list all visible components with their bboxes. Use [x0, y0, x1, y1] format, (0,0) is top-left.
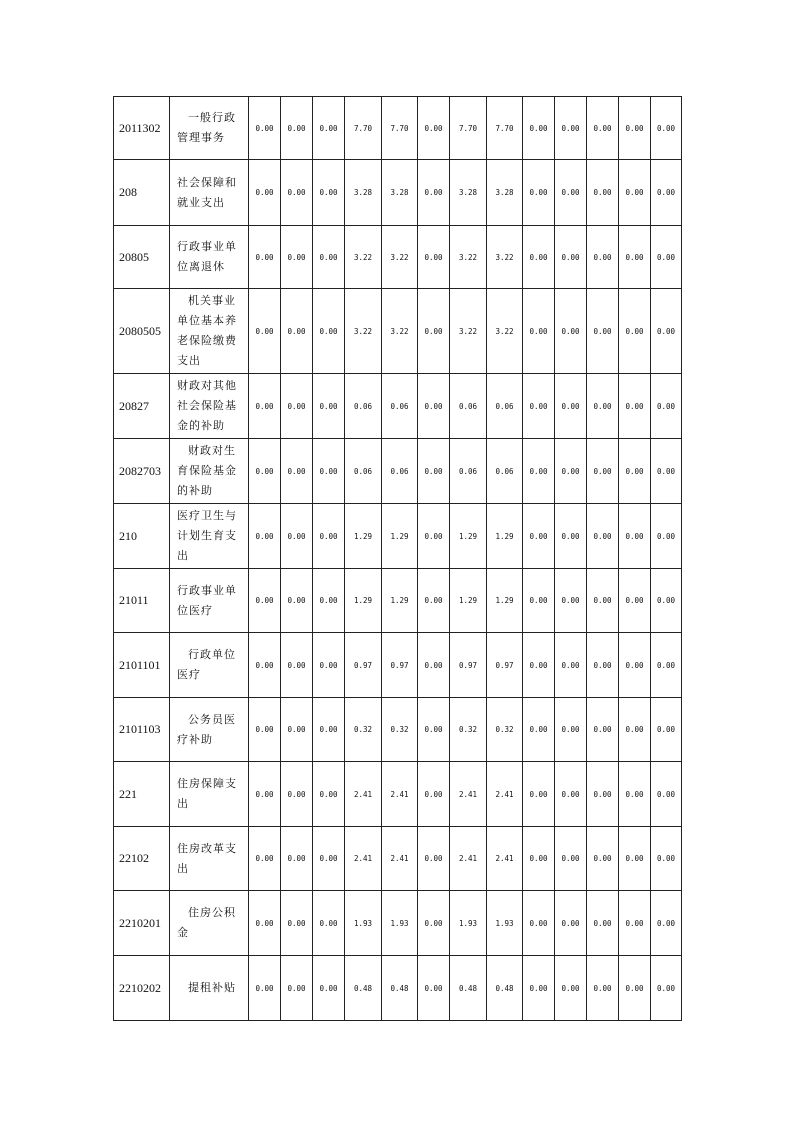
amount-cell: 0.00	[418, 891, 450, 956]
amount-cell: 0.00	[619, 374, 651, 439]
subject-code-cell: 210	[114, 504, 170, 569]
amount-cell: 0.00	[418, 956, 450, 1021]
amount-cell: 0.00	[313, 374, 345, 439]
amount-cell: 0.00	[619, 439, 651, 504]
subject-name-text: 财政对生育保险基金的补助	[177, 444, 237, 497]
amount-cell: 2.41	[450, 827, 487, 891]
amount-cell: 0.00	[249, 956, 281, 1021]
amount-cell: 0.32	[345, 698, 382, 762]
amount-cell: 0.00	[418, 827, 450, 891]
amount-cell: 0.00	[523, 289, 555, 374]
amount-cell: 0.00	[418, 504, 450, 569]
amount-cell: 0.00	[619, 504, 651, 569]
amount-cell: 0.00	[587, 956, 619, 1021]
amount-cell: 0.00	[587, 569, 619, 633]
amount-cell: 3.22	[345, 226, 382, 289]
table-row	[114, 504, 682, 569]
amount-cell: 0.00	[281, 160, 313, 226]
table-row	[114, 762, 682, 827]
subject-code-cell: 2210202	[114, 956, 170, 1021]
amount-cell: 0.06	[450, 374, 487, 439]
amount-cell: 0.48	[382, 956, 418, 1021]
subject-name-text: 机关事业单位基本养老保险缴费支出	[177, 294, 237, 367]
amount-cell: 7.70	[382, 97, 418, 160]
amount-cell: 0.00	[555, 289, 587, 374]
amount-cell: 0.00	[619, 827, 651, 891]
amount-cell: 0.00	[313, 698, 345, 762]
amount-cell: 3.22	[382, 289, 418, 374]
amount-cell: 0.00	[418, 439, 450, 504]
amount-cell: 0.00	[587, 226, 619, 289]
amount-cell: 0.00	[249, 97, 281, 160]
amount-cell: 0.06	[345, 374, 382, 439]
subject-code-cell: 2101103	[114, 698, 170, 762]
subject-name-cell	[170, 827, 249, 891]
subject-name-cell	[170, 633, 249, 698]
amount-cell: 7.70	[345, 97, 382, 160]
subject-name-cell	[170, 289, 249, 374]
amount-cell: 0.00	[619, 633, 651, 698]
amount-cell: 0.97	[450, 633, 487, 698]
amount-cell: 0.00	[651, 97, 682, 160]
amount-cell: 1.29	[382, 569, 418, 633]
amount-cell: 3.22	[487, 289, 523, 374]
amount-cell: 0.00	[651, 289, 682, 374]
amount-cell: 3.22	[450, 289, 487, 374]
amount-cell: 0.00	[651, 504, 682, 569]
subject-name-text: 医疗卫生与计划生育支出	[177, 509, 237, 562]
subject-name-cell	[170, 374, 249, 439]
amount-cell: 0.00	[418, 633, 450, 698]
amount-cell: 0.00	[281, 97, 313, 160]
amount-cell: 0.00	[249, 160, 281, 226]
amount-cell: 0.00	[555, 762, 587, 827]
amount-cell: 0.00	[249, 698, 281, 762]
amount-cell: 0.00	[281, 956, 313, 1021]
amount-cell: 0.48	[450, 956, 487, 1021]
amount-cell: 0.00	[523, 956, 555, 1021]
amount-cell: 2.41	[345, 827, 382, 891]
amount-cell: 3.28	[487, 160, 523, 226]
amount-cell: 0.00	[249, 226, 281, 289]
amount-cell: 3.22	[382, 226, 418, 289]
amount-cell: 0.00	[587, 439, 619, 504]
amount-cell: 0.00	[555, 504, 587, 569]
subject-name-text: 住房保障支出	[177, 777, 237, 810]
amount-cell: 1.93	[345, 891, 382, 956]
amount-cell: 0.00	[651, 226, 682, 289]
amount-cell: 0.00	[281, 439, 313, 504]
amount-cell: 0.00	[313, 289, 345, 374]
amount-cell: 0.00	[555, 698, 587, 762]
amount-cell: 0.00	[523, 374, 555, 439]
subject-name-text: 财政对其他社会保险基金的补助	[177, 379, 237, 432]
amount-cell: 0.00	[587, 504, 619, 569]
amount-cell: 0.00	[555, 633, 587, 698]
table-row	[114, 827, 682, 891]
amount-cell: 7.70	[487, 97, 523, 160]
subject-name-cell	[170, 698, 249, 762]
subject-name-cell	[170, 569, 249, 633]
amount-cell: 1.29	[450, 569, 487, 633]
amount-cell: 0.00	[249, 827, 281, 891]
table-row	[114, 226, 682, 289]
amount-cell: 0.06	[345, 439, 382, 504]
amount-cell: 0.00	[249, 569, 281, 633]
amount-cell: 1.93	[450, 891, 487, 956]
amount-cell: 0.00	[281, 569, 313, 633]
amount-cell: 0.00	[523, 97, 555, 160]
amount-cell: 0.00	[281, 762, 313, 827]
subject-code-cell: 2210201	[114, 891, 170, 956]
subject-name-text: 一般行政管理事务	[177, 111, 236, 144]
subject-name-text: 行政事业单位离退休	[177, 240, 237, 273]
amount-cell: 0.00	[249, 633, 281, 698]
amount-cell: 0.00	[651, 439, 682, 504]
subject-name-text: 住房改革支出	[177, 841, 237, 875]
subject-name-text: 公务员医疗补助	[177, 712, 236, 746]
amount-cell: 0.48	[487, 956, 523, 1021]
amount-cell: 0.00	[619, 698, 651, 762]
amount-cell: 0.00	[418, 226, 450, 289]
amount-cell: 0.00	[281, 504, 313, 569]
amount-cell: 0.00	[619, 289, 651, 374]
amount-cell: 0.00	[249, 762, 281, 827]
amount-cell: 0.00	[418, 698, 450, 762]
amount-cell: 0.00	[555, 827, 587, 891]
amount-cell: 0.00	[523, 827, 555, 891]
amount-cell: 2.41	[450, 762, 487, 827]
table-row	[114, 289, 682, 374]
subject-code-cell: 2101101	[114, 633, 170, 698]
amount-cell: 0.00	[651, 762, 682, 827]
amount-cell: 0.00	[523, 891, 555, 956]
amount-cell: 0.00	[555, 226, 587, 289]
amount-cell: 0.00	[555, 891, 587, 956]
subject-name-text: 行政事业单位医疗	[177, 583, 237, 617]
amount-cell: 0.00	[587, 289, 619, 374]
amount-cell: 0.06	[382, 439, 418, 504]
subject-name-cell	[170, 439, 249, 504]
table-row	[114, 374, 682, 439]
amount-cell: 0.00	[313, 97, 345, 160]
amount-cell: 0.00	[313, 762, 345, 827]
amount-cell: 0.00	[619, 569, 651, 633]
amount-cell: 0.00	[418, 97, 450, 160]
amount-cell: 0.00	[281, 374, 313, 439]
subject-code-cell: 221	[114, 762, 170, 827]
subject-name-cell	[170, 160, 249, 226]
subject-code-cell: 20827	[114, 374, 170, 439]
amount-cell: 0.00	[249, 439, 281, 504]
amount-cell: 3.28	[450, 160, 487, 226]
amount-cell: 2.41	[382, 762, 418, 827]
amount-cell: 0.00	[587, 762, 619, 827]
amount-cell: 0.00	[281, 698, 313, 762]
amount-cell: 0.32	[382, 698, 418, 762]
amount-cell: 0.00	[619, 160, 651, 226]
amount-cell: 0.00	[249, 289, 281, 374]
table-row	[114, 439, 682, 504]
amount-cell: 0.97	[487, 633, 523, 698]
subject-name-text: 社会保障和就业支出	[177, 175, 237, 209]
amount-cell: 0.00	[313, 504, 345, 569]
amount-cell: 1.29	[345, 504, 382, 569]
amount-cell: 0.00	[523, 226, 555, 289]
amount-cell: 1.29	[345, 569, 382, 633]
subject-code-cell: 21011	[114, 569, 170, 633]
amount-cell: 0.00	[587, 97, 619, 160]
amount-cell: 0.06	[487, 439, 523, 504]
amount-cell: 0.00	[555, 569, 587, 633]
amount-cell: 0.32	[450, 698, 487, 762]
subject-name-cell	[170, 504, 249, 569]
amount-cell: 0.00	[619, 891, 651, 956]
subject-name-cell	[170, 762, 249, 827]
amount-cell: 0.00	[313, 891, 345, 956]
amount-cell: 0.00	[418, 160, 450, 226]
amount-cell: 0.00	[619, 226, 651, 289]
amount-cell: 0.00	[249, 374, 281, 439]
subject-code-cell: 208	[114, 160, 170, 226]
amount-cell: 0.00	[523, 504, 555, 569]
amount-cell: 0.00	[587, 698, 619, 762]
table-row	[114, 956, 682, 1021]
amount-cell: 0.00	[651, 160, 682, 226]
subject-name-cell	[170, 97, 249, 160]
amount-cell: 0.00	[313, 226, 345, 289]
amount-cell: 0.00	[418, 762, 450, 827]
amount-cell: 0.00	[313, 633, 345, 698]
amount-cell: 0.00	[651, 374, 682, 439]
amount-cell: 0.00	[651, 633, 682, 698]
subject-name-text: 行政单位医疗	[177, 648, 236, 681]
amount-cell: 3.28	[382, 160, 418, 226]
amount-cell: 3.22	[450, 226, 487, 289]
amount-cell: 0.00	[523, 633, 555, 698]
amount-cell: 0.00	[418, 374, 450, 439]
subject-code-cell: 2080505	[114, 289, 170, 374]
amount-cell: 0.00	[587, 374, 619, 439]
amount-cell: 0.32	[487, 698, 523, 762]
amount-cell: 1.29	[487, 504, 523, 569]
amount-cell: 3.28	[345, 160, 382, 226]
amount-cell: 0.00	[523, 698, 555, 762]
amount-cell: 0.06	[487, 374, 523, 439]
amount-cell: 0.48	[345, 956, 382, 1021]
amount-cell: 0.00	[619, 956, 651, 1021]
amount-cell: 7.70	[450, 97, 487, 160]
amount-cell: 0.00	[651, 698, 682, 762]
subject-name-cell	[170, 891, 249, 956]
amount-cell: 0.00	[651, 891, 682, 956]
amount-cell: 0.00	[523, 569, 555, 633]
amount-cell: 0.00	[651, 569, 682, 633]
amount-cell: 0.00	[313, 569, 345, 633]
subject-name-cell	[170, 226, 249, 289]
amount-cell: 2.41	[487, 827, 523, 891]
amount-cell: 0.00	[249, 504, 281, 569]
amount-cell: 1.29	[382, 504, 418, 569]
amount-cell: 0.00	[555, 439, 587, 504]
subject-name-text: 提租补贴	[188, 981, 236, 994]
table-row	[114, 633, 682, 698]
amount-cell: 0.00	[555, 97, 587, 160]
amount-cell: 0.00	[249, 891, 281, 956]
amount-cell: 0.00	[281, 633, 313, 698]
amount-cell: 1.93	[382, 891, 418, 956]
amount-cell: 2.41	[382, 827, 418, 891]
amount-cell: 0.06	[382, 374, 418, 439]
table-row	[114, 160, 682, 226]
amount-cell: 0.00	[555, 374, 587, 439]
amount-cell: 0.00	[555, 956, 587, 1021]
amount-cell: 0.06	[450, 439, 487, 504]
amount-cell: 3.22	[345, 289, 382, 374]
amount-cell: 0.00	[281, 827, 313, 891]
amount-cell: 1.93	[487, 891, 523, 956]
subject-code-cell: 2082703	[114, 439, 170, 504]
amount-cell: 2.41	[345, 762, 382, 827]
amount-cell: 0.00	[587, 160, 619, 226]
amount-cell: 0.00	[523, 160, 555, 226]
amount-cell: 0.00	[651, 956, 682, 1021]
subject-name-text: 住房公积金	[177, 906, 236, 939]
amount-cell: 0.00	[523, 762, 555, 827]
amount-cell: 2.41	[487, 762, 523, 827]
amount-cell: 0.00	[313, 439, 345, 504]
amount-cell: 0.00	[523, 439, 555, 504]
amount-cell: 0.00	[555, 160, 587, 226]
table-row	[114, 97, 682, 160]
amount-cell: 0.00	[619, 97, 651, 160]
amount-cell: 1.29	[487, 569, 523, 633]
amount-cell: 0.00	[587, 891, 619, 956]
amount-cell: 0.00	[619, 762, 651, 827]
amount-cell: 0.00	[281, 289, 313, 374]
amount-cell: 0.97	[382, 633, 418, 698]
subject-code-cell: 22102	[114, 827, 170, 891]
table-body	[114, 97, 682, 1021]
amount-cell: 0.00	[313, 160, 345, 226]
amount-cell: 1.29	[450, 504, 487, 569]
subject-name-cell	[170, 956, 249, 1021]
amount-cell: 0.97	[345, 633, 382, 698]
table-row	[114, 698, 682, 762]
table-row	[114, 891, 682, 956]
amount-cell: 0.00	[281, 891, 313, 956]
subject-code-cell: 2011302	[114, 97, 170, 160]
budget-expenditure-table	[113, 96, 682, 1021]
amount-cell: 0.00	[313, 956, 345, 1021]
amount-cell: 0.00	[281, 226, 313, 289]
amount-cell: 0.00	[313, 827, 345, 891]
amount-cell: 3.22	[487, 226, 523, 289]
amount-cell: 0.00	[418, 569, 450, 633]
amount-cell: 0.00	[418, 289, 450, 374]
amount-cell: 0.00	[651, 827, 682, 891]
amount-cell: 0.00	[587, 827, 619, 891]
subject-code-cell: 20805	[114, 226, 170, 289]
table-row	[114, 569, 682, 633]
amount-cell: 0.00	[587, 633, 619, 698]
